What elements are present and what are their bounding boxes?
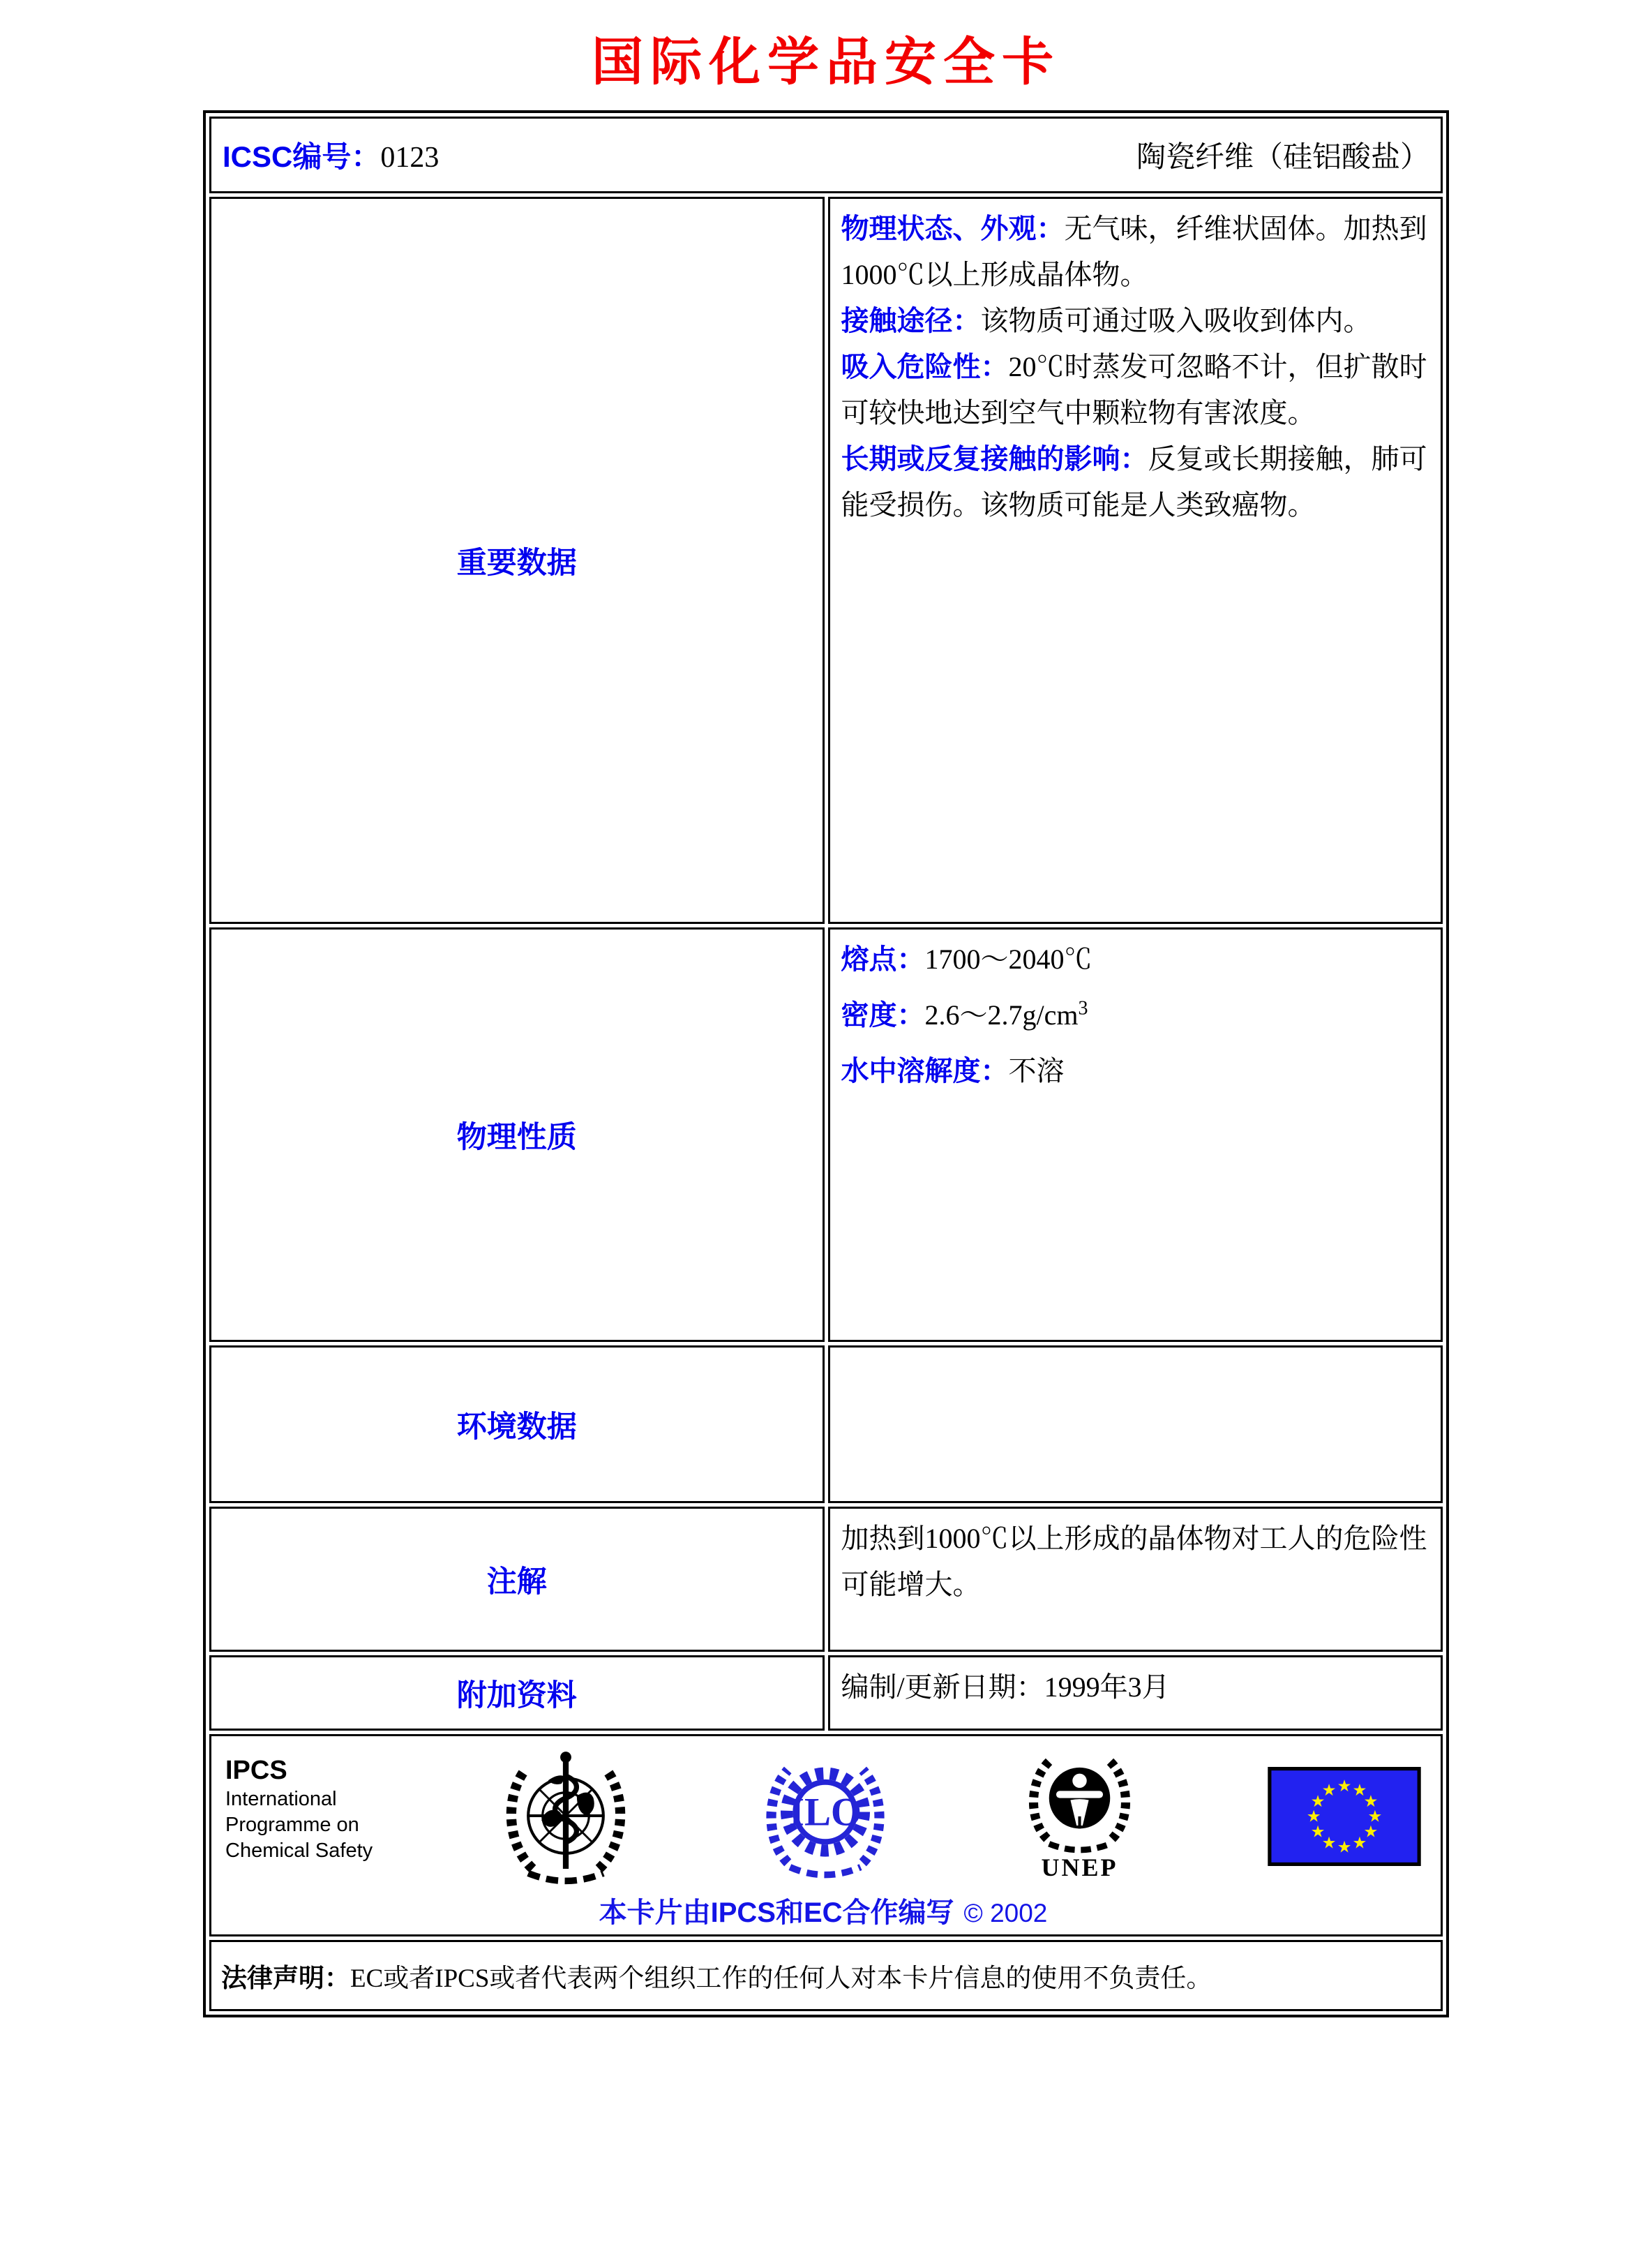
environmental-data-content: [828, 1345, 1443, 1503]
ipcs-acronym: IPCS: [225, 1756, 287, 1785]
section-label-important-data: 重要数据: [209, 197, 825, 924]
svg-text:★: ★: [1310, 1791, 1326, 1811]
exposure-routes-item: 接触途径：该物质可通过吸入吸收到体内。: [841, 305, 1372, 336]
melting-point-item: 熔点：1700～2040℃: [841, 943, 1092, 975]
svg-text:★: ★: [1352, 1833, 1367, 1853]
long-term-effects-item: 长期或反复接触的影响：反复或长期接触，肺可能受损伤。该物质可能是人类致癌物。: [841, 443, 1427, 521]
svg-text:★: ★: [1352, 1780, 1367, 1800]
ilo-logo-icon: [759, 1750, 892, 1883]
environmental-data-row: [209, 1345, 1443, 1503]
svg-text:★: ★: [1367, 1807, 1383, 1826]
additional-info-row: [209, 1655, 1443, 1731]
unep-label: UNEP: [1041, 1853, 1118, 1881]
important-data-row: [209, 197, 1443, 924]
icsc-number-group: [223, 134, 439, 176]
svg-text:★: ★: [1337, 1837, 1352, 1857]
svg-text:★: ★: [1363, 1822, 1379, 1842]
section-label-environmental-data: 环境数据: [209, 1345, 825, 1503]
inhalation-risk-item: 吸入危险性：20℃时蒸发可忽略不计，但扩散时可较快地达到空气中颗粒物有害浓度。: [841, 351, 1427, 428]
icsc-number-value: 0123: [380, 142, 440, 174]
icsc-card-table: [203, 110, 1449, 2017]
physical-properties-content: [828, 927, 1443, 1342]
footer-caption: 本卡片由IPCS和EC合作编写 © 2002: [599, 1897, 1048, 1928]
page-title: 国际化学品安全卡: [592, 32, 1060, 92]
additional-info-content: 编制/更新日期：1999年3月: [828, 1655, 1443, 1731]
svg-text:★: ★: [1306, 1807, 1321, 1826]
physical-state-item: 物理状态、外观：无气味，纤维状固体。加热到1000℃以上形成晶体物。: [841, 213, 1427, 290]
svg-text:★: ★: [1337, 1776, 1352, 1796]
notes-row: [209, 1507, 1443, 1652]
important-data-content: [828, 197, 1443, 924]
section-label-physical-properties: 物理性质: [209, 927, 825, 1342]
ipcs-text-block: IPCS International Programme on Chemical Safety: [225, 1756, 373, 1862]
svg-text:★: ★: [1321, 1780, 1337, 1800]
unep-logo-icon: [1019, 1749, 1141, 1882]
legal-notice-row: [209, 1940, 1443, 2011]
svg-text:★: ★: [1363, 1791, 1379, 1811]
icsc-number-label: ICSC编号：: [223, 140, 381, 173]
water-solubility-item: 水中溶解度：不溶: [841, 1055, 1065, 1087]
legal-notice-label: 法律声明：: [221, 1964, 350, 1992]
legal-notice-text: EC或者IPCS或者代表两个组织工作的任何人对本卡片信息的使用不负责任。: [350, 1964, 1212, 1993]
section-label-notes: 注解: [209, 1507, 825, 1652]
substance-name: 陶瓷纤维（硅铝酸盐）: [1136, 142, 1429, 174]
eu-flag-icon: [1268, 1767, 1421, 1869]
copyright: © 2002: [963, 1899, 1048, 1927]
physical-properties-row: [209, 927, 1443, 1342]
svg-text:★: ★: [1321, 1833, 1337, 1853]
svg-text:★: ★: [1310, 1822, 1326, 1842]
logos-row: [209, 1734, 1443, 1936]
header-row: [209, 117, 1443, 193]
who-logo-icon: [500, 1746, 632, 1889]
svg-text:ILO: ILO: [788, 1790, 862, 1835]
section-label-additional-info: 附加资料: [209, 1655, 825, 1731]
density-item: 密度：$2.6\sim 2.7g/cm^3$: [841, 997, 1088, 1031]
notes-content: 加热到1000℃以上形成的晶体物对工人的危险性可能增大。: [828, 1507, 1443, 1652]
